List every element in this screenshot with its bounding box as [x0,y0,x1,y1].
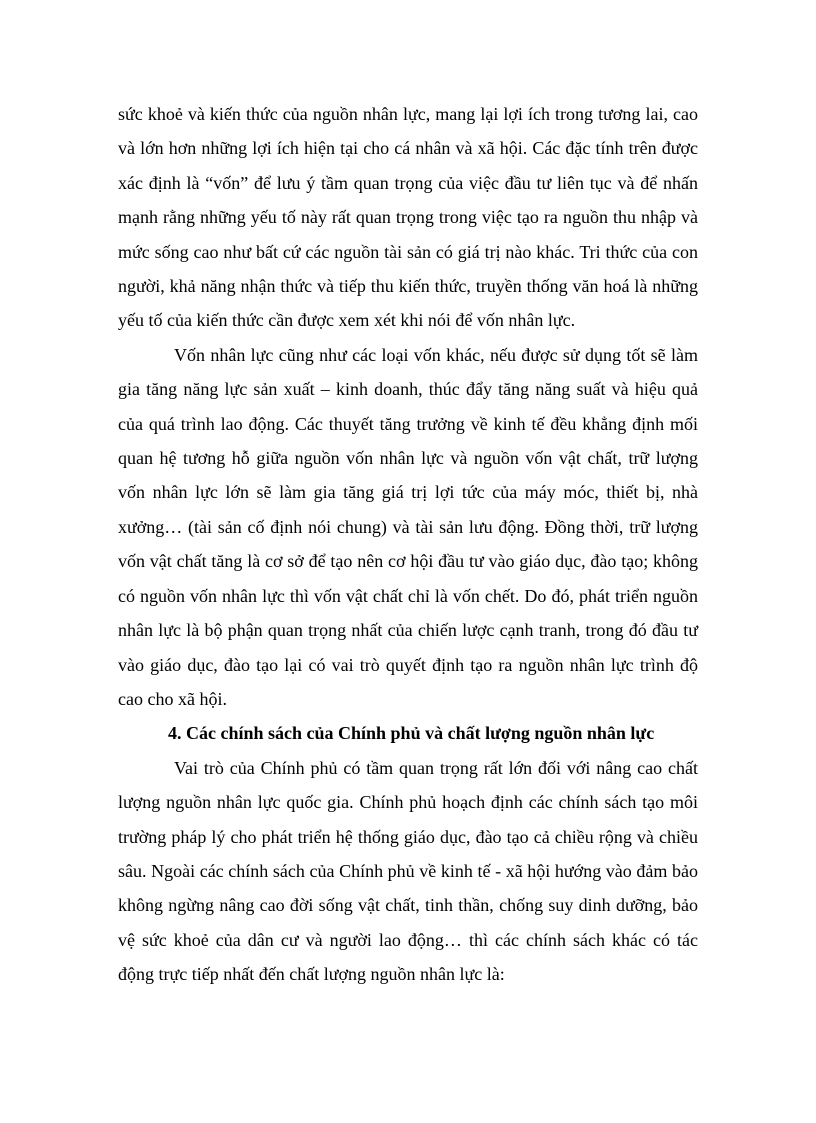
paragraph-human-capital: Vốn nhân lực cũng như các loại vốn khác, nếu được sử dụng tốt sẽ làm gia tăng năng lực sản xuất – kinh doanh, thúc đẩy tăng năng suất và hiệu quả của quá trình lao động. Các thuyết tăng trưởng về kinh tế đều khẳng định mối quan hệ tương hỗ giữa nguồn vốn nhân lực và nguồn vốn vật chất, trữ lượng vốn nhân lực lớn sẽ làm gia tăng giá trị lợi tức của máy móc, thiết bị, nhà xưởng… (tài sản cố định nói chung) và tài sản lưu động. Đồng thời, trữ lượng vốn vật chất tăng là cơ sở để tạo nên cơ hội đầu tư vào giáo dục, đào tạo; không có nguồn vốn nhân lực thì vốn vật chất chỉ là vốn chết. Do đó, phát triển nguồn nhân lực là bộ phận quan trọng nhất của chiến lược cạnh tranh, trong đó đầu tư vào giáo dục, đào tạo lại có vai trò quyết định tạo ra nguồn nhân lực trình độ cao cho xã hội. [118,344,698,709]
paragraph-government-role: Vai trò của Chính phủ có tầm quan trọng rất lớn đối với nâng cao chất lượng nguồn nhân lực quốc gia. Chính phủ hoạch định các chính sách tạo môi trường pháp lý cho phát triển hệ thống giáo dục, đào tạo cả chiều rộng và chiều sâu. Ngoài các chính sách của Chính phủ về kinh tế - xã hội hướng vào đảm bảo không ngừng nâng cao đời sống vật chất, tinh thần, chống suy dinh dưỡng, bảo vệ sức khoẻ của dân cư và người lao động… thì các chính sách khác có tác động trực tiếp nhất đến chất lượng nguồn nhân lực là: [118,757,698,985]
section-heading: 4. Các chính sách của Chính phủ và chất lượng nguồn nhân lực [168,723,655,744]
paragraph-continuation: sức khoẻ và kiến thức của nguồn nhân lực, mang lại lợi ích trong tương lai, cao và lớn hơn những lợi ích hiện tại cho cá nhân và xã hội. Các đặc tính trên được xác định là “vốn” để lưu ý tầm quan trọng của việc đầu tư liên tục và để nhấn mạnh rằng những yếu tố này rất quan trọng trong việc tạo ra nguồn thu nhập và mức sống cao như bất cứ các nguồn tài sản có giá trị nào khác. Tri thức của con người, khả năng nhận thức và tiếp thu kiến thức, truyền thống văn hoá là những yếu tố của kiến thức cần được xem xét khi nói để vốn nhân lực. [118,104,698,331]
body-text [118,97,698,992]
